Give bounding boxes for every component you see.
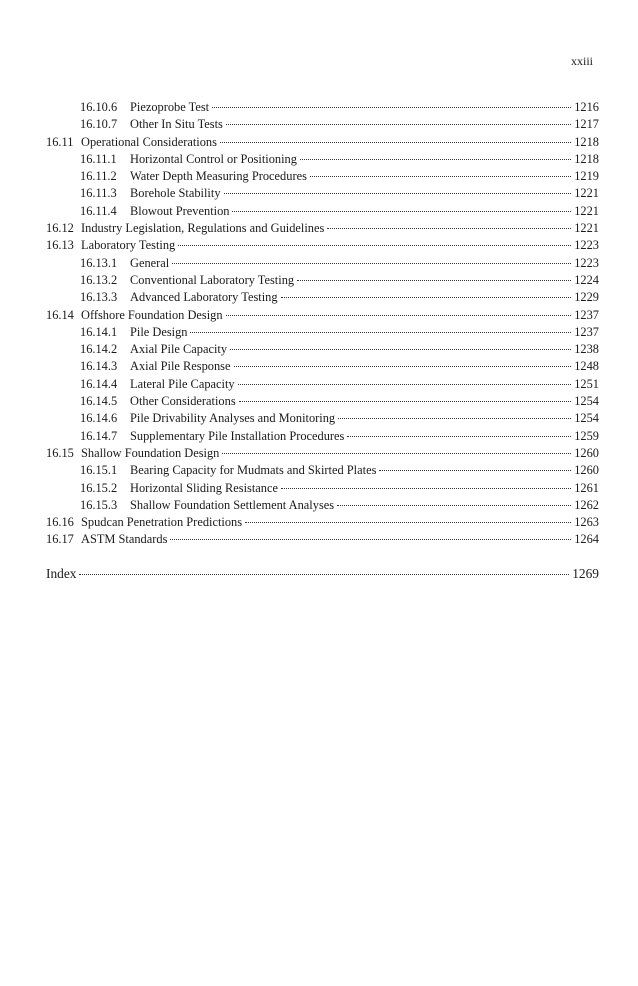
dot-leader (245, 522, 571, 523)
toc-entry-number: 16.11.3 (80, 186, 117, 201)
toc-section-entry[interactable] (46, 220, 599, 237)
toc-subsection-entry[interactable] (46, 410, 599, 427)
dot-leader (310, 176, 571, 177)
dot-leader (297, 280, 571, 281)
dot-leader (338, 418, 571, 419)
toc-entry-title: Bearing Capacity for Mudmats and Skirted Plates (130, 463, 377, 478)
dot-leader (347, 436, 571, 437)
dot-leader (337, 505, 571, 506)
dot-leader (379, 470, 571, 471)
toc-subsection-entry[interactable] (46, 255, 599, 272)
toc-section-entry[interactable] (46, 445, 599, 462)
dot-leader (230, 349, 571, 350)
toc-entry-page: 1216 (574, 100, 599, 114)
toc-entry-number: 16.15.3 (80, 497, 118, 512)
toc-entry-title: Shallow Foundation Design (81, 445, 220, 460)
toc-subsection-entry[interactable] (46, 324, 599, 341)
toc-entry-page: 1251 (574, 376, 599, 391)
toc-subsection-entry[interactable] (46, 151, 599, 168)
dot-leader (327, 228, 571, 229)
toc-entry-number: 16.13 (46, 238, 74, 253)
page-number: xxiii (570, 54, 593, 68)
toc-entry-title: General (130, 255, 170, 270)
toc-subsection-entry[interactable] (46, 393, 599, 410)
toc-entry-title: Pile Design (130, 324, 188, 339)
toc-entry-page: 1254 (574, 411, 599, 426)
toc-subsection-entry[interactable] (46, 203, 599, 220)
dot-leader (226, 315, 572, 316)
dot-leader (190, 332, 571, 333)
toc-entry-page: 1221 (574, 186, 599, 201)
toc-entry-page: 1237 (574, 324, 599, 339)
toc-entry-page: 1224 (574, 272, 599, 287)
toc-entry-number: 16.14 (46, 307, 74, 322)
toc-entry-number: 16.12 (46, 221, 74, 236)
toc-entry-page: 1218 (574, 134, 599, 149)
toc-entry-title: Supplementary Pile Installation Procedures (130, 428, 345, 443)
toc-entry-number: 16.14.2 (80, 342, 118, 357)
toc-entry-number: 16.14.3 (80, 359, 118, 374)
toc-entry-page: 1238 (574, 342, 599, 357)
toc-subsection-entry[interactable] (46, 168, 599, 185)
toc-entry-page: 1263 (574, 515, 599, 530)
toc-entry-number: 16.14.4 (80, 376, 118, 391)
dot-leader (281, 297, 572, 298)
toc-entry-number: 16.13.1 (80, 255, 118, 270)
toc-subsection-entry[interactable] (46, 289, 599, 306)
index-page: 1269 (572, 566, 599, 581)
toc-entry-number: 16.11.2 (80, 169, 117, 184)
toc-entry-number: 16.10.7 (80, 117, 118, 132)
toc-subsection-entry[interactable] (46, 480, 599, 497)
toc-entry-number: 16.11 (46, 134, 74, 149)
toc-entry-page: 1264 (574, 532, 599, 547)
toc-entry-title: Other In Situ Tests (130, 117, 223, 132)
dot-leader (234, 366, 572, 367)
toc-entry-page: 1223 (574, 255, 599, 270)
toc-entry-page: 1229 (574, 290, 599, 305)
toc-entry-title: Water Depth Measuring Procedures (130, 169, 307, 184)
dot-leader (220, 142, 571, 143)
toc-entry-title: Offshore Foundation Design (81, 307, 223, 322)
toc-entry-number: 16.15 (46, 445, 74, 460)
toc-entry-number: 16.14.6 (80, 411, 118, 426)
toc-entry-title: Piezoprobe Test (130, 100, 210, 114)
toc-entry-page: 1262 (574, 497, 599, 512)
toc-entry-title: Operational Considerations (81, 134, 217, 149)
toc-entry-page: 1260 (574, 463, 599, 478)
toc-subsection-entry[interactable] (46, 341, 599, 358)
toc-entry-number: 16.15.2 (80, 480, 118, 495)
toc-subsection-entry[interactable] (46, 358, 599, 375)
toc-entry-title: Conventional Laboratory Testing (130, 272, 295, 287)
toc-entry-number: 16.14.7 (80, 428, 118, 443)
dot-leader (79, 574, 570, 575)
toc-entry-number: 16.13.2 (80, 272, 118, 287)
toc-section-entry[interactable] (46, 307, 599, 324)
toc-entry-page: 1218 (574, 151, 599, 166)
toc-entry-page: 1223 (574, 238, 599, 253)
toc-entry-title: Blowout Prevention (130, 203, 230, 218)
toc-entry-title: Advanced Laboratory Testing (130, 290, 278, 305)
toc-subsection-entry[interactable] (46, 428, 599, 445)
index-entry[interactable] (46, 564, 599, 584)
toc-section-entry[interactable] (46, 134, 599, 151)
toc-entry-title: Laboratory Testing (81, 238, 176, 253)
toc-entry-number: 16.16 (46, 515, 74, 530)
toc-entry-page: 1254 (574, 394, 599, 409)
toc-entry-title: Axial Pile Response (130, 359, 231, 374)
dot-leader (232, 211, 571, 212)
toc-section-entry[interactable] (46, 514, 599, 531)
toc-section-entry[interactable] (46, 531, 599, 548)
toc-entry-page: 1221 (574, 203, 599, 218)
toc-entry-number: 16.15.1 (80, 463, 118, 478)
dot-leader (170, 539, 571, 540)
dot-leader (239, 401, 572, 402)
toc-entry-title: Industry Legislation, Regulations and Guidelines (81, 221, 325, 236)
toc-entry-page: 1219 (574, 169, 599, 184)
toc-subsection-entry[interactable] (46, 497, 599, 514)
toc-entry-page: 1248 (574, 359, 599, 374)
toc-entry-number: 16.14.5 (80, 394, 118, 409)
toc-entry-title: ASTM Standards (81, 532, 168, 547)
dot-leader (226, 124, 571, 125)
toc-entry-title: Axial Pile Capacity (130, 342, 228, 357)
dot-leader (212, 107, 571, 108)
toc-entry-title: Lateral Pile Capacity (130, 376, 235, 391)
toc-entry-page: 1237 (574, 307, 599, 322)
toc-entry-page: 1261 (574, 480, 599, 495)
toc-entry-number: 16.17 (46, 532, 74, 547)
dot-leader (222, 453, 571, 454)
table-of-contents (46, 99, 599, 549)
toc-entry-page: 1260 (574, 445, 599, 460)
dot-leader (281, 488, 571, 489)
toc-entry-title: Horizontal Control or Positioning (130, 151, 297, 166)
dot-leader (300, 159, 571, 160)
toc-entry-number: 16.14.1 (80, 324, 118, 339)
dot-leader (238, 384, 572, 385)
toc-entry-title: Spudcan Penetration Predictions (81, 515, 243, 530)
toc-entry-number: 16.13.3 (80, 290, 118, 305)
toc-entry-title: Other Considerations (130, 394, 236, 409)
toc-entry-title: Pile Drivability Analyses and Monitoring (130, 411, 336, 426)
toc-section-entry[interactable] (46, 237, 599, 254)
toc-subsection-entry[interactable] (46, 272, 599, 289)
toc-entry-page: 1221 (574, 221, 599, 236)
toc-entry-title: Horizontal Sliding Resistance (130, 480, 278, 495)
toc-subsection-entry[interactable] (46, 99, 599, 116)
toc-subsection-entry[interactable] (46, 116, 599, 133)
toc-subsection-entry[interactable] (46, 376, 599, 393)
index-title: Index (46, 566, 77, 581)
toc-entry-page: 1259 (574, 428, 599, 443)
toc-entry-number: 16.11.1 (80, 151, 117, 166)
toc-subsection-entry[interactable] (46, 185, 599, 202)
toc-entry-page: 1217 (574, 117, 599, 132)
toc-entry-number: 16.11.4 (80, 203, 117, 218)
toc-entry-title: Shallow Foundation Settlement Analyses (130, 497, 335, 512)
toc-entry-number: 16.10.6 (80, 100, 118, 114)
dot-leader (178, 245, 571, 246)
dot-leader (172, 263, 571, 264)
toc-subsection-entry[interactable] (46, 462, 599, 479)
dot-leader (224, 193, 572, 194)
toc-entry-title: Borehole Stability (130, 186, 221, 201)
